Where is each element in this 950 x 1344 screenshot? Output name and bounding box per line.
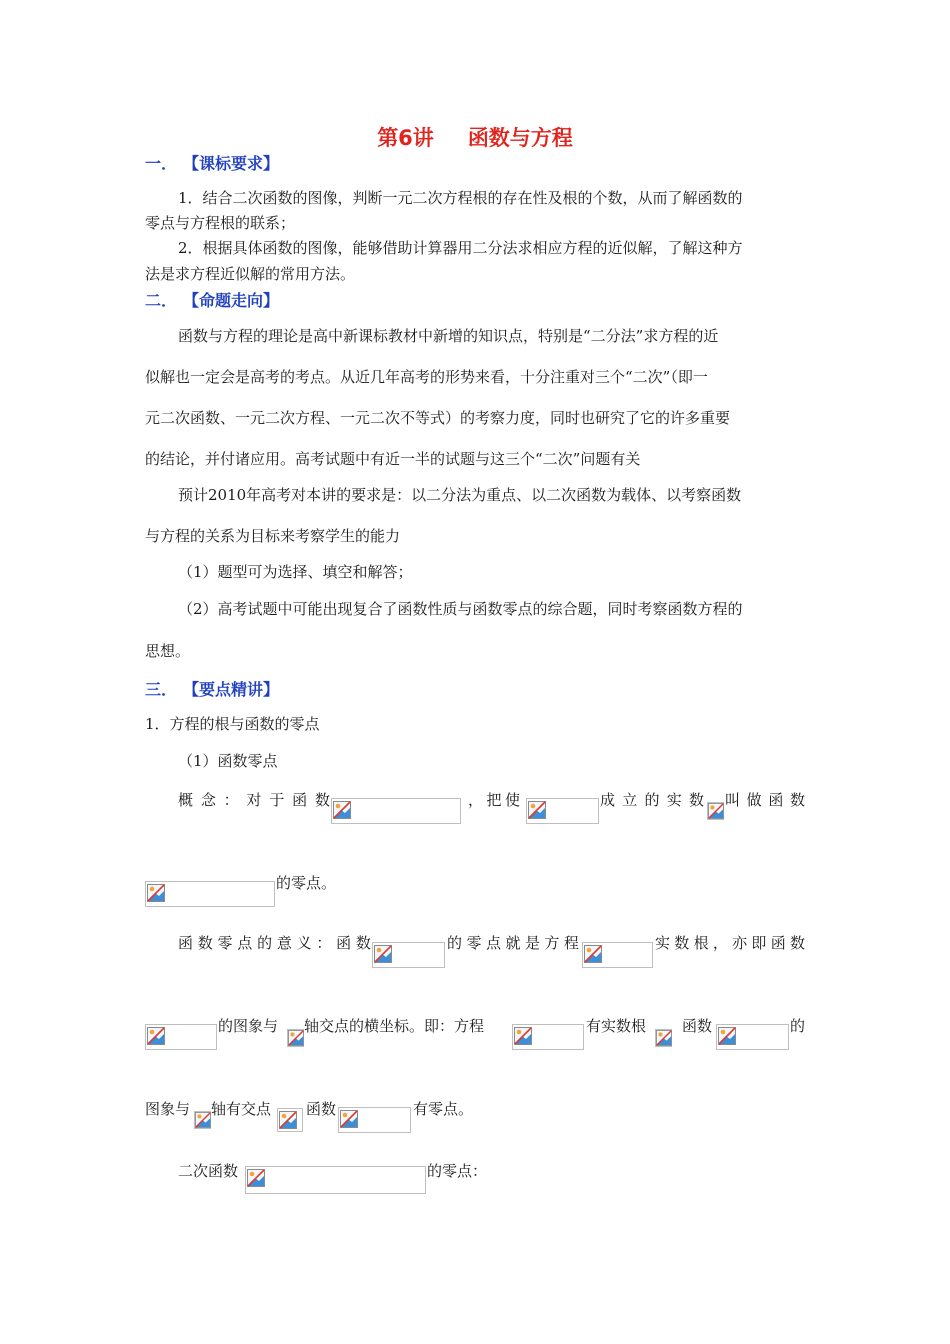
broken-image-icon xyxy=(147,1027,165,1045)
formula-image xyxy=(526,798,599,824)
section-heading-3: 三． 【要点精讲】 xyxy=(145,680,280,699)
formula-image xyxy=(331,798,461,824)
meaning-text: 的图象与 xyxy=(218,1017,279,1035)
broken-image-icon xyxy=(279,1111,297,1129)
formula-image xyxy=(338,1107,411,1133)
formula-image xyxy=(512,1024,584,1050)
formula-image xyxy=(245,1166,426,1194)
subheading: （1）函数零点 xyxy=(178,752,278,770)
page-title xyxy=(0,122,950,152)
paragraph-line: （1）题型可为选择、填空和解答； xyxy=(178,563,413,581)
broken-image-icon xyxy=(147,884,165,902)
lecture-topic: 函数与方程 xyxy=(467,126,573,150)
paragraph-line: 2．根据具体函数的图像，能够借助计算器用二分法求相应方程的近似解，了解这种方 xyxy=(178,239,743,257)
meaning-text: 函 数 零 点 的 意 义 ： 函 数 xyxy=(178,934,371,952)
meaning-text: 轴有交点 xyxy=(211,1100,272,1118)
broken-image-icon xyxy=(333,801,351,819)
meaning-text: 函数 xyxy=(306,1100,337,1118)
concept-text: ， 把 使 xyxy=(468,791,520,809)
broken-image-icon xyxy=(374,945,392,963)
concept-text: 叫 做 函 数 xyxy=(725,791,805,809)
formula-image xyxy=(582,942,653,968)
subheading: 1．方程的根与函数的零点 xyxy=(145,715,320,733)
paragraph-line: 元二次函数、一元二次方程、一元二次不等式）的考察力度，同时也研究了它的许多重要 xyxy=(145,409,731,427)
broken-image-icon xyxy=(528,801,546,819)
paragraph-line: 思想。 xyxy=(145,642,191,660)
concept-text: 成 立 的 实 数 xyxy=(600,791,704,809)
meaning-text: 的 xyxy=(790,1017,806,1035)
broken-image-icon xyxy=(247,1169,265,1187)
broken-image-icon xyxy=(340,1110,358,1128)
section-heading-2: 二． 【命题走向】 xyxy=(145,291,280,310)
formula-image xyxy=(194,1111,211,1129)
paragraph-line: 的结论，并付诸应用。高考试题中有近一半的试题与这三个“二次”问题有关 xyxy=(145,450,641,468)
concept-text: 的零点。 xyxy=(276,874,337,892)
meaning-text: 函数 xyxy=(682,1017,713,1035)
formula-image xyxy=(145,881,275,907)
meaning-text: 图象与 xyxy=(145,1100,191,1118)
quadratic-text: 的零点： xyxy=(427,1162,488,1180)
paragraph-line: （2）高考试题中可能出现复合了函数性质与函数零点的综合题，同时考察函数方程的 xyxy=(178,600,743,618)
broken-image-icon xyxy=(195,1112,211,1128)
paragraph-line: 函数与方程的理论是高中新课标教材中新增的知识点，特别是“二分法”求方程的近 xyxy=(178,327,719,345)
meaning-text: 轴交点的横坐标。即：方程 xyxy=(304,1017,485,1035)
formula-image xyxy=(716,1024,789,1050)
broken-image-icon xyxy=(584,945,602,963)
paragraph-line: 1．结合二次函数的图像，判断一元二次方程根的存在性及根的个数，从而了解函数的 xyxy=(178,189,743,207)
meaning-text: 实 数 根 ， 亦 即 函 数 xyxy=(655,934,805,952)
quadratic-text: 二次函数 xyxy=(178,1162,239,1180)
broken-image-icon xyxy=(656,1030,672,1046)
concept-label: 概 念 ： 对 于 函 数 xyxy=(178,791,330,809)
paragraph-line: 与方程的关系为目标来考察学生的能力 xyxy=(145,527,401,545)
meaning-text: 有零点。 xyxy=(413,1100,474,1118)
paragraph-line: 零点与方程根的联系； xyxy=(145,214,296,232)
paragraph-line: 法是求方程近似解的常用方法。 xyxy=(145,265,356,283)
broken-image-icon xyxy=(708,803,724,819)
paragraph-line: 预计2010年高考对本讲的要求是：以二分法为重点、以二次函数为载体、以考察函数 xyxy=(178,486,742,504)
formula-image xyxy=(287,1029,304,1047)
formula-image xyxy=(707,802,724,820)
broken-image-icon xyxy=(514,1027,532,1045)
meaning-text: 的 零 点 就 是 方 程 xyxy=(447,934,579,952)
formula-image xyxy=(145,1024,217,1050)
lecture-number: 第6讲 xyxy=(377,126,434,150)
section-heading-1: 一． 【课标要求】 xyxy=(145,154,280,173)
formula-image xyxy=(372,942,445,968)
formula-image xyxy=(277,1108,303,1132)
meaning-text: 有实数根 xyxy=(586,1017,647,1035)
broken-image-icon xyxy=(718,1027,736,1045)
broken-image-icon xyxy=(288,1030,304,1046)
formula-image xyxy=(655,1029,672,1047)
paragraph-line: 似解也一定会是高考的考点。从近几年高考的形势来看，十分注重对三个“二次”（即一 xyxy=(145,368,708,386)
